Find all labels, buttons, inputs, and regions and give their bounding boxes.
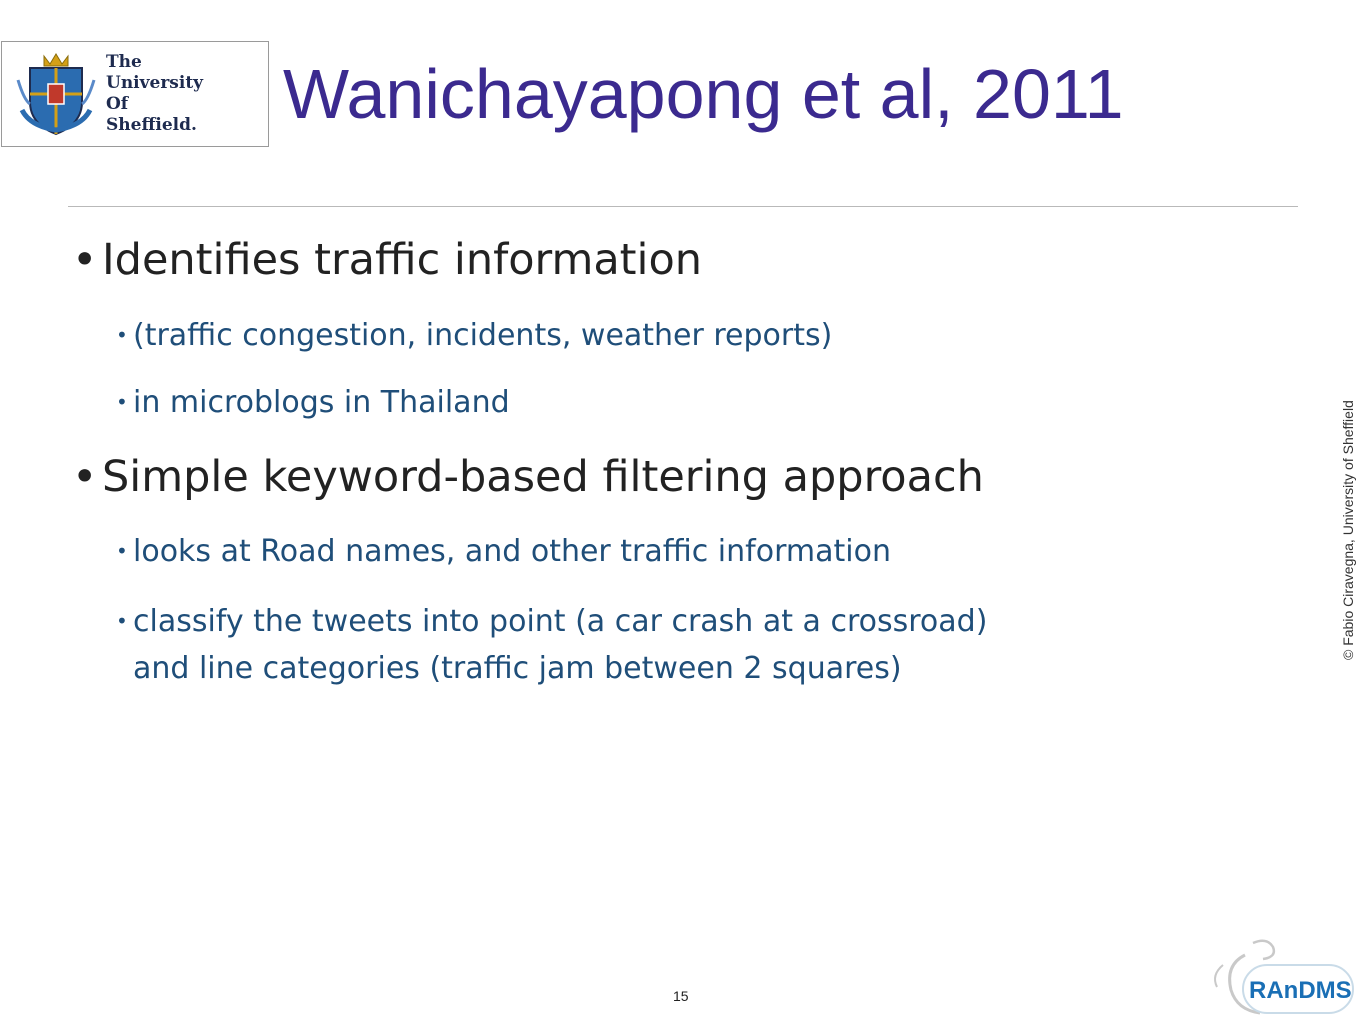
bullet-dot-icon: • — [116, 323, 128, 347]
copyright-notice: © Fabio Ciravegna, University of Sheffield — [1340, 400, 1356, 660]
bullet-dot-icon: • — [116, 609, 128, 633]
bullet-dot-icon: • — [72, 452, 98, 502]
page-number: 15 — [673, 988, 689, 1004]
slide-body: • Identifies traffic information • (traffic congestion, incidents, weather reports) • in microblogs in Thailand • Simple keyword-based filtering approach • looks at Road names, and other traffic information • classify the tweets into point (a car crash at a crossroad) and line categories (traffic jam between 2 squares) — [0, 0, 1310, 1024]
bullet-dot-icon: • — [72, 235, 98, 285]
bullet-dot-icon: • — [116, 390, 128, 414]
sub-bullet-1-1: • (traffic congestion, incidents, weather reports) — [116, 312, 1276, 359]
bullet-dot-icon: • — [116, 539, 128, 563]
sub-bullet-2-2: • classify the tweets into point (a car crash at a crossroad) and line categories (traffic jam between 2 squares) — [116, 598, 1276, 692]
sub-bullet-2-1: • looks at Road names, and other traffic information — [116, 528, 1276, 575]
logo-wordmark: The University Of Sheffield. — [106, 52, 204, 135]
randms-logo — [1205, 935, 1355, 1020]
sub-bullet-1-2: • in microblogs in Thailand — [116, 379, 1276, 426]
randms-wordmark: RAnDMS — [1249, 977, 1352, 1004]
slide-title: Wanichayapong et al, 2011 — [283, 55, 1124, 133]
